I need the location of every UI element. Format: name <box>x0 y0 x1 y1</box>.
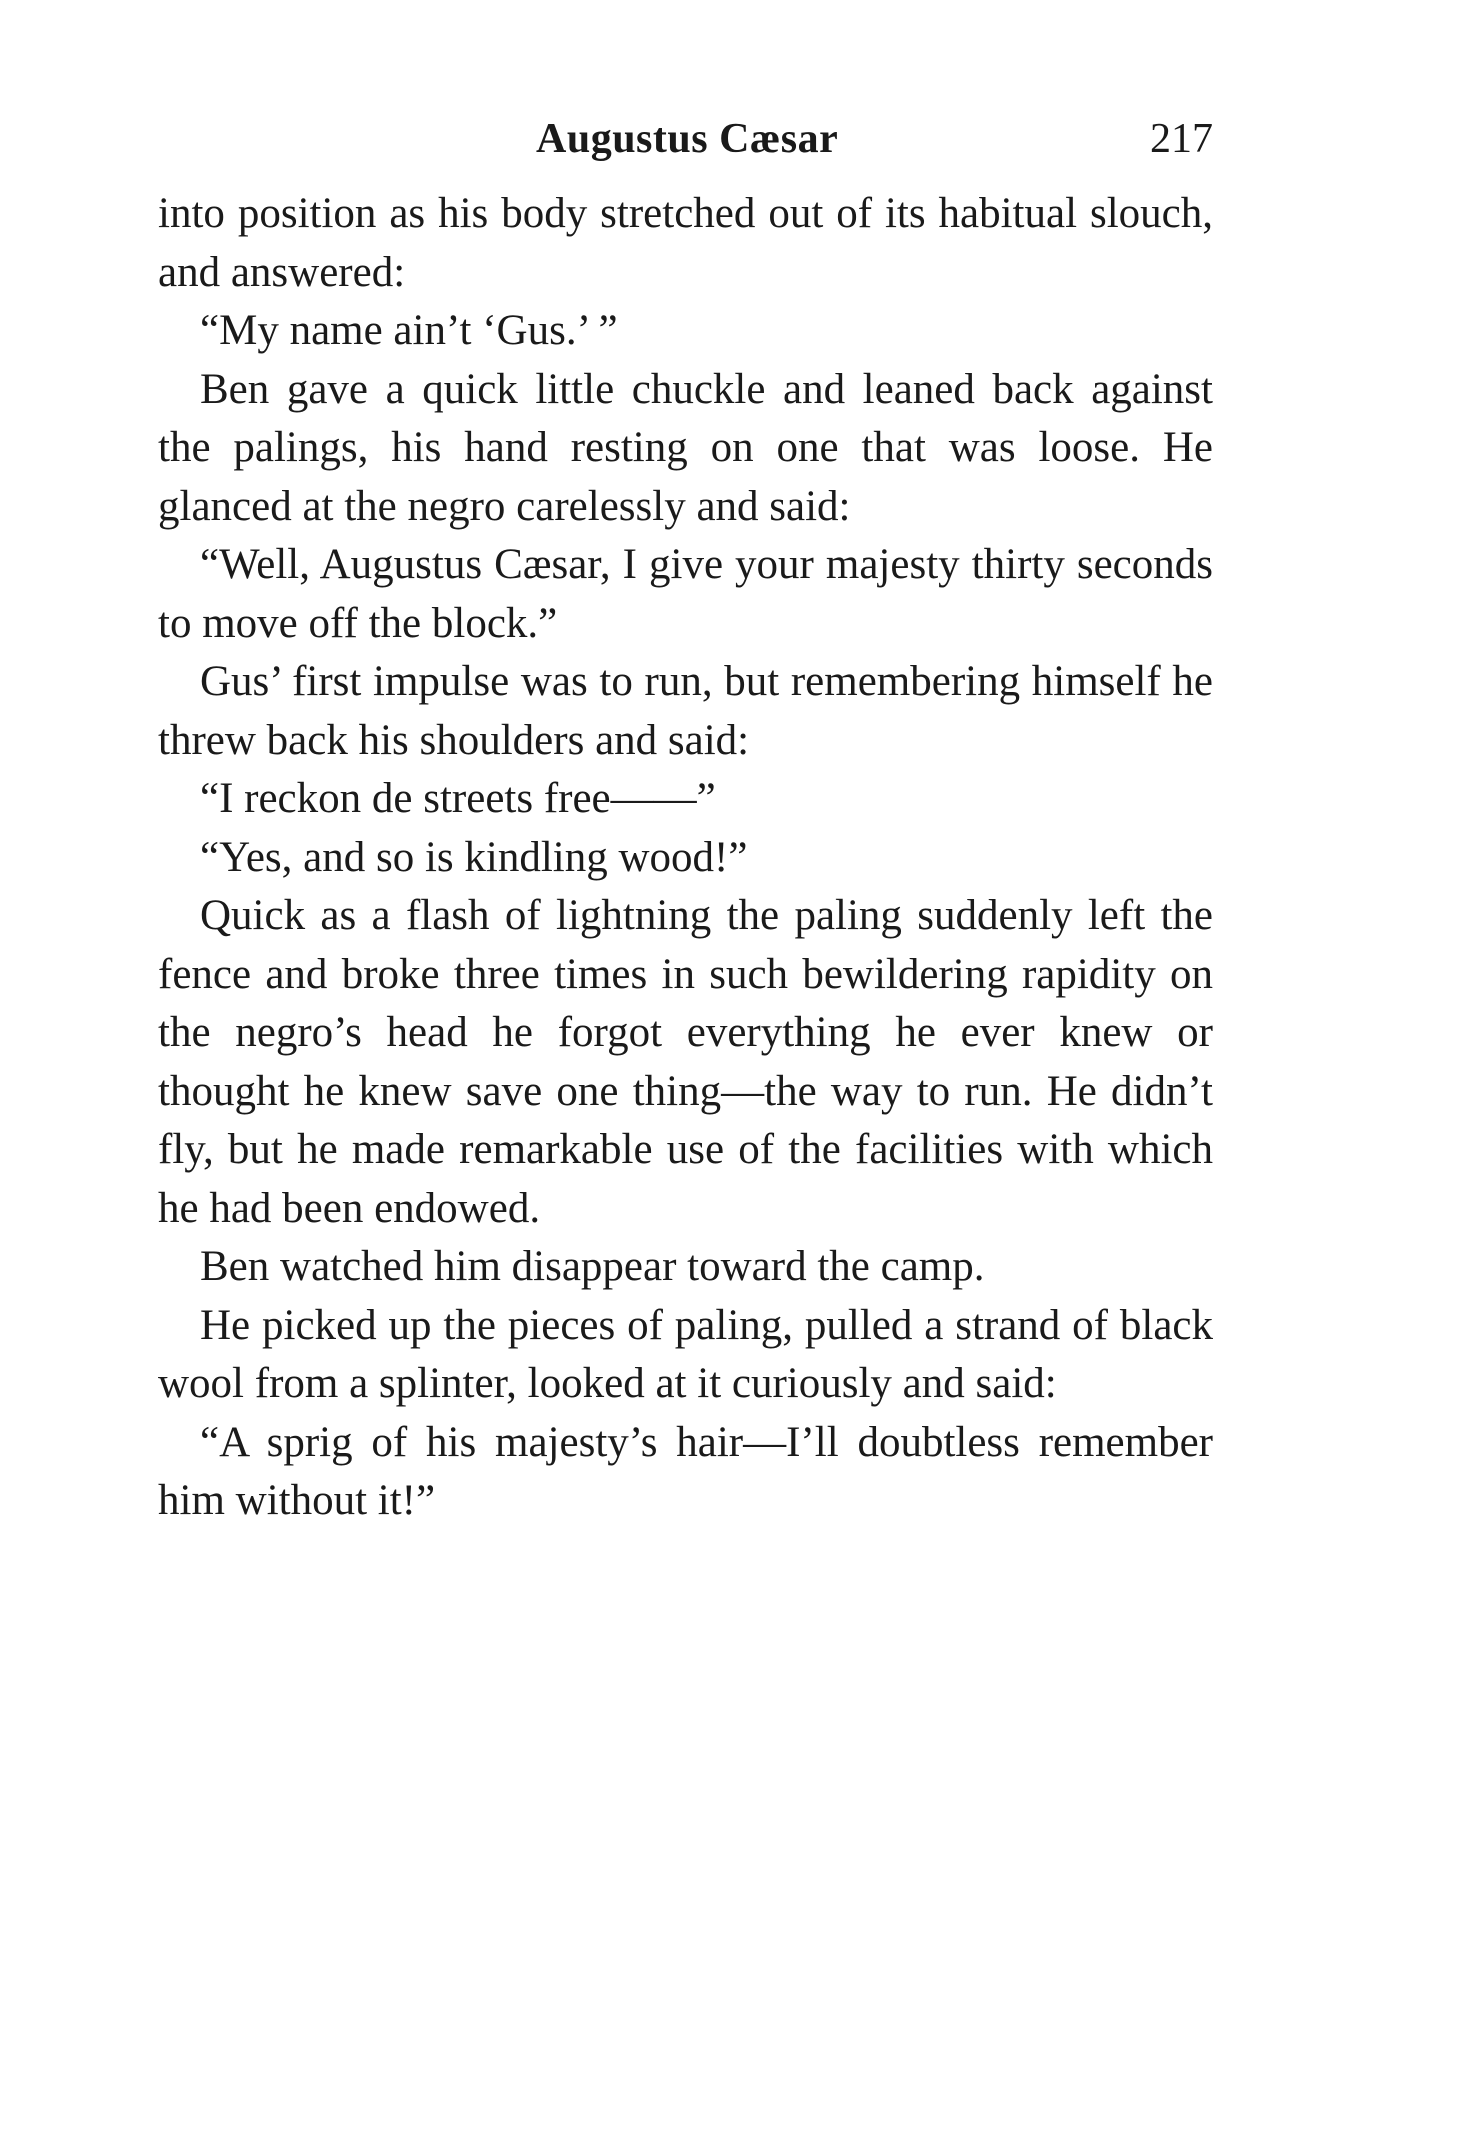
paragraph: “Yes, and so is kindling wood!” <box>200 833 748 881</box>
paragraph: “I reckon de streets free——” <box>200 775 716 822</box>
running-title: Augustus Cæsar <box>536 116 839 162</box>
paragraph: “A sprig of his majesty’s hair—I’ll doubtless remember him without it!” <box>158 1418 1213 1524</box>
paragraph: He picked up the pieces of paling, pulled a strand of black wool from a splinter, looked at it curiously and said: <box>158 1301 1213 1407</box>
paragraph-continuation: into position as his body stretched out of its habitual slouch, and answered: <box>158 190 1213 296</box>
paragraph: “My name ain’t ‘Gus.’ ” <box>200 307 618 354</box>
paragraph: “Well, Augustus Cæsar, I give your majesty thirty seconds to move off the block.” <box>158 541 1213 647</box>
body-text <box>158 185 1213 1531</box>
page-number: 217 <box>1150 116 1213 162</box>
paragraph: Ben watched him disappear toward the camp. <box>200 1243 985 1290</box>
paragraph: Gus’ first impulse was to run, but remembering himself he threw back his shoulders and said: <box>158 658 1213 764</box>
paragraph: Quick as a flash of lightning the paling suddenly left the fence and broke three times in such bewildering rapidity on the negro’s head he forgot everything he ever knew or thought he knew save one thing—the way to run. He didn’t fly, but he made remarkable use of the facilities with which he had been endowed. <box>158 892 1213 1232</box>
book-page <box>158 115 1213 1531</box>
running-head <box>158 115 1213 177</box>
paragraph: Ben gave a quick little chuckle and leaned back against the palings, his hand resting on one that was loose. He glanced at the negro carelessly and said: <box>158 365 1213 530</box>
